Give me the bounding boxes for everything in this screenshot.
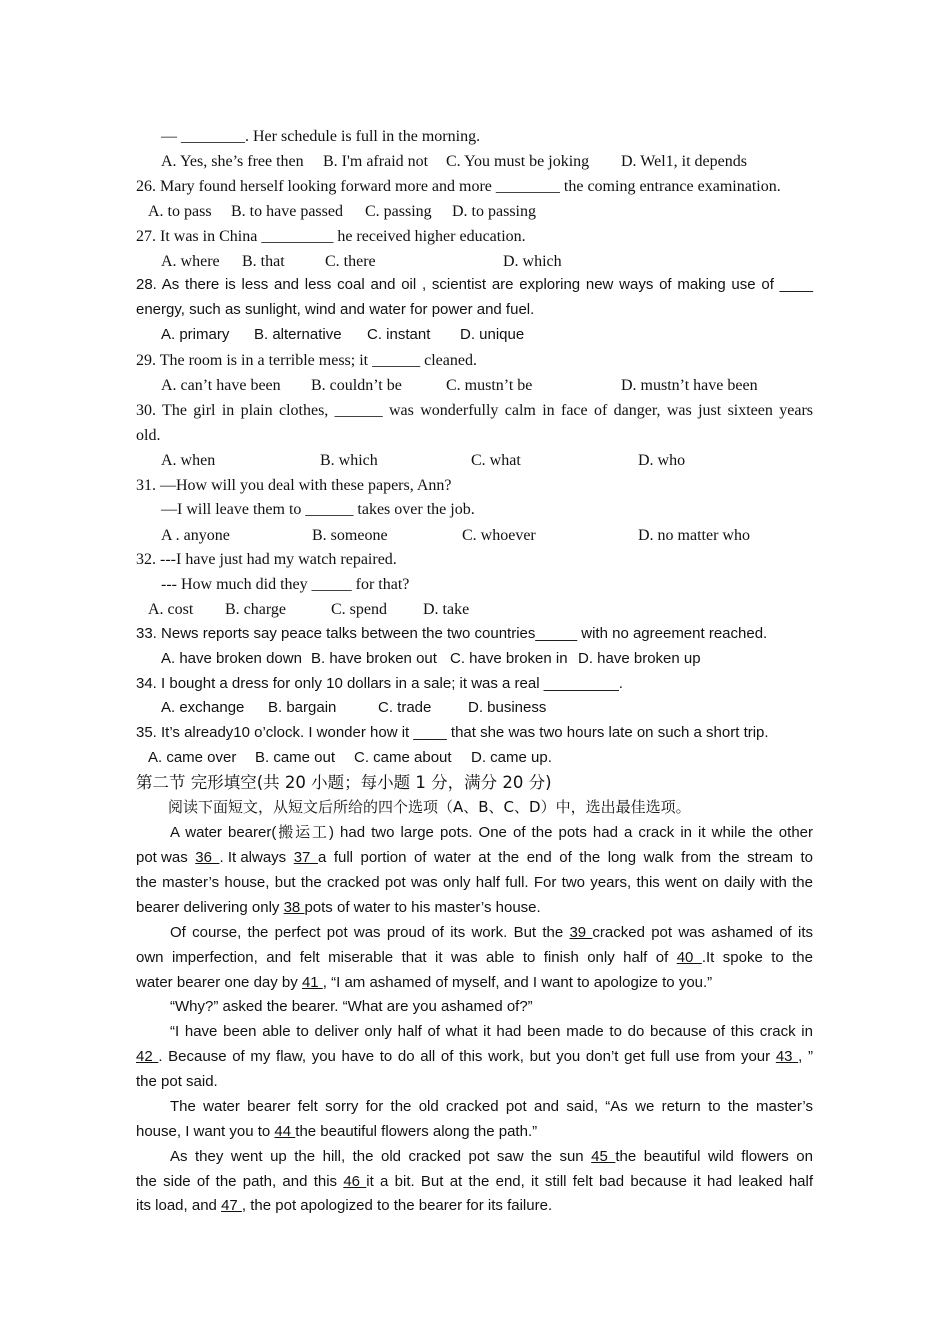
q35-option-c: C. came about [354, 749, 452, 766]
q35-option-a: A. came over [148, 749, 237, 766]
q33-option-c: C. have broken in [450, 650, 568, 667]
blank-45: 45 [591, 1148, 616, 1165]
q28-option-d: D. unique [460, 326, 525, 343]
q32-option-d: D. take [423, 601, 470, 618]
passage-line-9: “I have been able to deliver only half of what it had been made to do because of this crack in [170, 1023, 813, 1040]
q31-option-d: D. no matter who [638, 527, 750, 544]
passage-line-10: 42 . Because of my flaw, you have to do all of this work, but you don’t get full use from your 43 , ” [136, 1048, 813, 1065]
passage-line-11: the pot said. [136, 1073, 218, 1090]
q25-option-c: C. You must be joking [446, 153, 590, 170]
blank-46: 46 [343, 1173, 367, 1190]
q32-stem-line2: --- How much did they _____ for that? [161, 576, 410, 593]
q25-stem: — ________. Her schedule is full in the morning. [161, 128, 481, 145]
q30-stem-line1: 30. The girl in plain clothes, ______ was wonderfully calm in face of danger, was just sixteen years [136, 402, 813, 419]
section2-instruction: 阅读下面短文，从短文后所给的四个选项（A、B、C、D）中，选出最佳选项。 [168, 798, 691, 816]
q34-option-d: D. business [468, 699, 547, 716]
passage-line-8: “Why?” asked the bearer. “What are you ashamed of?” [170, 998, 533, 1015]
q26-option-b: B. to have passed [231, 203, 343, 220]
passage-line-14: As they went up the hill, the old cracked pot saw the sun 45 the beautiful wild flowers on [170, 1148, 813, 1165]
passage-line-15: the side of the path, and this 46 it a bit. But at the end, it still felt bad because it had leaked half [136, 1173, 813, 1190]
passage-line-13: house, I want you to 44 the beautiful flowers along the path.” [136, 1123, 538, 1140]
q28-option-a: A. primary [161, 326, 230, 343]
blank-40: 40 [676, 949, 702, 966]
blank-47: 47 [221, 1197, 242, 1214]
q27-stem: 27. It was in China _________ he received higher education. [136, 228, 526, 245]
section2-heading: 第二节 完形填空(共 20 小题；每小题 1 分，满分 20 分) [136, 773, 552, 792]
q34-option-c: C. trade [378, 699, 432, 716]
q32-option-a: A. cost [148, 601, 194, 618]
blank-36: 36 [195, 849, 220, 866]
q29-option-c: C. mustn’t be [446, 377, 533, 394]
q30-option-c: C. what [471, 452, 521, 469]
q26-option-a: A. to pass [148, 203, 212, 220]
q35-option-d: D. came up. [471, 749, 552, 766]
q31-option-a: A . anyone [161, 527, 230, 544]
blank-39: 39 [569, 924, 593, 941]
q32-option-c: C. spend [331, 601, 387, 618]
q27-option-a: A. where [161, 253, 220, 270]
q25-option-b: B. I'm afraid not [323, 153, 429, 170]
q27-option-c: C. there [325, 253, 376, 270]
q30-option-b: B. which [320, 452, 378, 469]
q29-option-d: D. mustn’t have been [621, 377, 758, 394]
passage-line-4: bearer delivering only 38 pots of water to his master’s house. [136, 899, 541, 916]
passage-line-12: The water bearer felt sorry for the old cracked pot and said, “As we return to the master’s [170, 1098, 813, 1115]
q31-stem-line1: 31. —How will you deal with these papers, Ann? [136, 477, 452, 494]
blank-44: 44 [274, 1123, 296, 1140]
q33-option-b: B. have broken out [311, 650, 437, 667]
q34-option-a: A. exchange [161, 699, 245, 716]
q33-stem: 33. News reports say peace talks between the two countries_____ with no agreement reached. [136, 625, 768, 642]
passage-line-16: its load, and 47 , the pot apologized to the bearer for its failure. [136, 1197, 553, 1214]
q31-stem-line2: —I will leave them to ______ takes over the job. [161, 501, 475, 518]
blank-43: 43 [775, 1048, 799, 1065]
q28-stem-line2: energy, such as sunlight, wind and water for power and fuel. [136, 301, 535, 318]
passage-line-7: water bearer one day by 41 , “I am ashamed of myself, and I want to apologize to you.” [136, 974, 713, 991]
q31-option-c: C. whoever [462, 527, 536, 544]
q34-stem: 34. I bought a dress for only 10 dollars in a sale; it was a real _________. [136, 675, 623, 692]
blank-41: 41 [301, 974, 323, 991]
q26-stem: 26. Mary found herself looking forward more and more ________ the coming entrance examination. [136, 178, 781, 195]
q25-option-d: D. Wel1, it depends [621, 153, 747, 170]
passage-line-5: Of course, the perfect pot was proud of its work. But the 39 cracked pot was ashamed of its [170, 924, 813, 941]
passage-line-6: own imperfection, and felt miserable that it was able to finish only half of 40 .It spoke to the [136, 949, 813, 966]
q32-option-b: B. charge [225, 601, 287, 618]
blank-38: 38 [283, 899, 305, 916]
q30-stem-line2: old. [136, 427, 161, 444]
blank-37: 37 [293, 849, 318, 866]
q34-option-b: B. bargain [268, 699, 337, 716]
q29-option-b: B. couldn’t be [311, 377, 402, 394]
q29-option-a: A. can’t have been [161, 377, 281, 394]
q33-option-d: D. have broken up [578, 650, 701, 667]
q30-option-a: A. when [161, 452, 216, 469]
q35-stem: 35. It’s already10 o’clock. I wonder how it ____ that she was two hours late on such a short trip. [136, 724, 769, 741]
q28-stem-line1: 28. As there is less and less coal and oil , scientist are exploring new ways of making use of ____ [136, 276, 813, 293]
q27-option-d: D. which [503, 253, 562, 270]
q26-option-d: D. to passing [452, 203, 536, 220]
passage-line-1: A water bearer(搬运工) had two large pots. One of the pots had a crack in it while the other [170, 824, 813, 841]
q35-option-b: B. came out [255, 749, 336, 766]
passage-line-3: the master’s house, but the cracked pot was only half full. For two years, this went on daily with the [136, 874, 813, 891]
q25-option-a: A. Yes, she’s free then [161, 153, 304, 170]
q28-option-b: B. alternative [254, 326, 342, 343]
q26-option-c: C. passing [365, 203, 432, 220]
q29-stem: 29. The room is in a terrible mess; it ______ cleaned. [136, 352, 477, 369]
blank-42: 42 [136, 1048, 159, 1065]
q30-option-d: D. who [638, 452, 686, 469]
q27-option-b: B. that [242, 253, 285, 270]
passage-line-2: pot was 36 . It always 37 a full portion of water at the end of the long walk from the stream to [136, 849, 813, 866]
q31-option-b: B. someone [312, 527, 388, 544]
q33-option-a: A. have broken down [161, 650, 302, 667]
q32-stem-line1: 32. ---I have just had my watch repaired. [136, 551, 397, 568]
q28-option-c: C. instant [367, 326, 431, 343]
